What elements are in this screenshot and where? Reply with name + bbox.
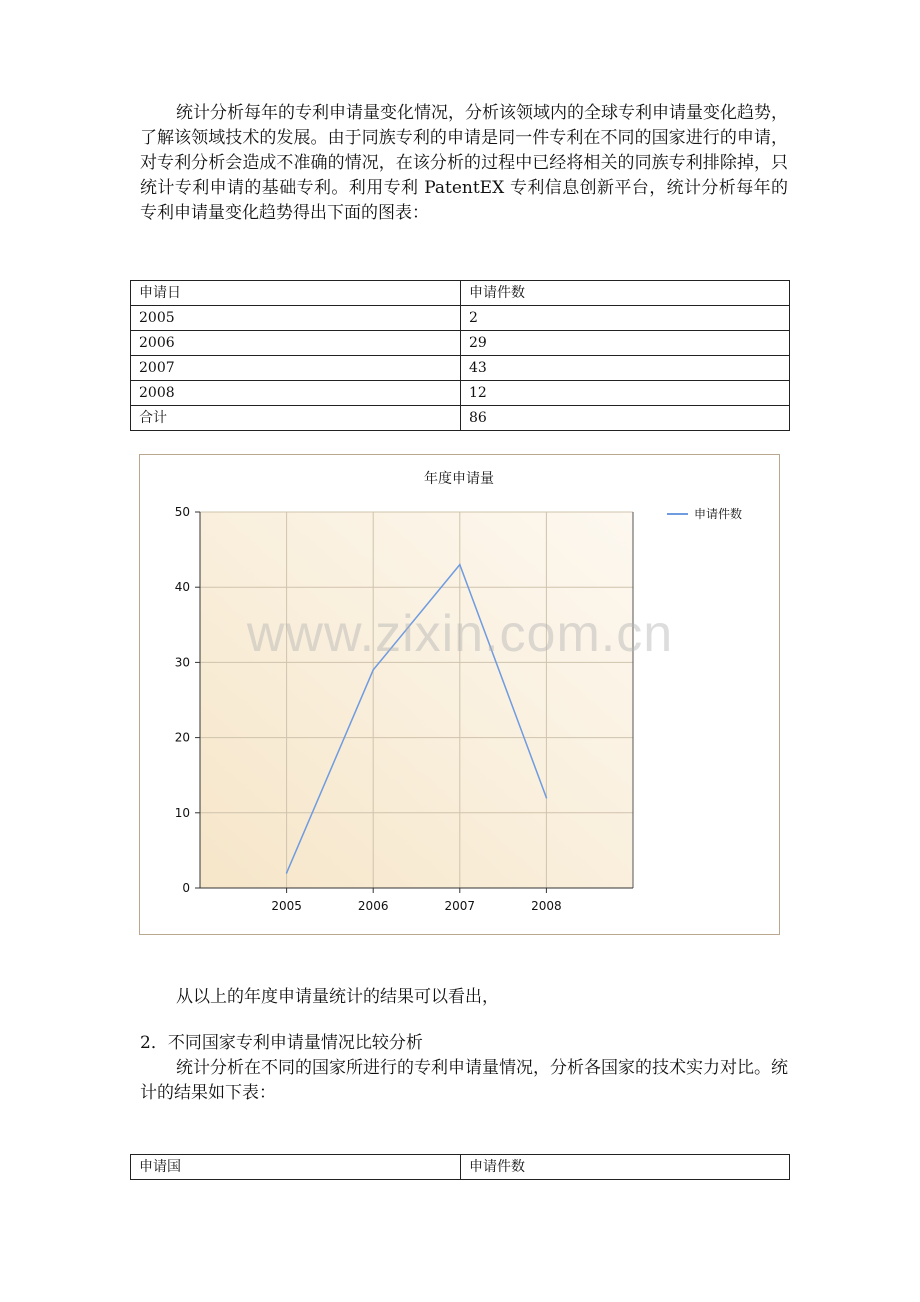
table-header-row <box>131 281 790 306</box>
y-tick-label: 50 <box>174 505 190 519</box>
legend-label: 申请件数 <box>694 507 743 521</box>
y-tick-label: 40 <box>174 580 190 595</box>
table-header-cell: 申请日 <box>131 281 461 306</box>
table-row <box>131 356 790 381</box>
table-row <box>131 406 790 431</box>
table-cell: 2005 <box>131 306 461 331</box>
y-tick-label: 0 <box>182 881 190 895</box>
table-cell: 2006 <box>131 331 461 356</box>
y-tick-label: 30 <box>174 655 190 670</box>
table-cell: 29 <box>461 331 790 356</box>
chart-title: 年度申请量 <box>424 471 494 487</box>
table-cell: 12 <box>461 381 790 406</box>
table-row <box>131 381 790 406</box>
section-2-paragraph: 统计分析在不同的国家所进行的专利申请量情况，分析各国家的技术实力对比。统计的结果如下表： <box>140 1058 788 1103</box>
x-tick-label: 2005 <box>271 899 302 913</box>
table-cell: 43 <box>461 356 790 381</box>
table-header-cell: 申请件数 <box>461 1155 790 1180</box>
y-tick-label: 10 <box>174 805 190 820</box>
table-cell: 2007 <box>131 356 461 381</box>
data-point <box>546 797 548 799</box>
table-cell: 2 <box>461 306 790 331</box>
x-tick-label: 2007 <box>444 899 476 913</box>
table-row <box>131 331 790 356</box>
annual-applications-chart <box>139 454 780 935</box>
country-applications-table <box>130 1154 790 1180</box>
data-point <box>459 564 461 566</box>
table-header-cell: 申请件数 <box>461 281 790 306</box>
table-cell: 合计 <box>131 406 461 431</box>
annual-applications-table <box>130 280 790 431</box>
table-cell: 2008 <box>131 381 461 406</box>
conclusion-text: 从以上的年度申请量统计的结果可以看出， <box>176 987 499 1007</box>
data-point <box>372 669 374 671</box>
table-header-row <box>131 1155 790 1180</box>
table-cell: 86 <box>461 406 790 431</box>
table-row <box>131 306 790 331</box>
watermark: www.zixin.com.cn <box>246 605 674 663</box>
y-tick-label: 20 <box>174 730 190 745</box>
x-tick-label: 2008 <box>531 899 562 913</box>
plot-area <box>200 512 633 888</box>
chart-svg <box>140 455 779 934</box>
table-header-cell: 申请国 <box>131 1155 461 1180</box>
section-2-heading: 2．不同国家专利申请量情况比较分析 <box>140 1033 423 1053</box>
intro-paragraph: 统计分析每年的专利申请量变化情况，分析该领域内的全球专利申请量变化趋势，了解该领域技术的发展。由于同族专利的申请是同一件专利在不同的国家进行的申请，对专利分析会造成不准确的情况，在该分析的过程中已经将相关的同族专利排除掉，只统计专利申请的基础专利。利用专利 PatentEX 专利信息创新平台，统计分析每年的专利申请量变化趋势得出下面的图表： <box>140 103 788 223</box>
data-point <box>286 872 288 874</box>
x-tick-label: 2006 <box>357 899 389 913</box>
